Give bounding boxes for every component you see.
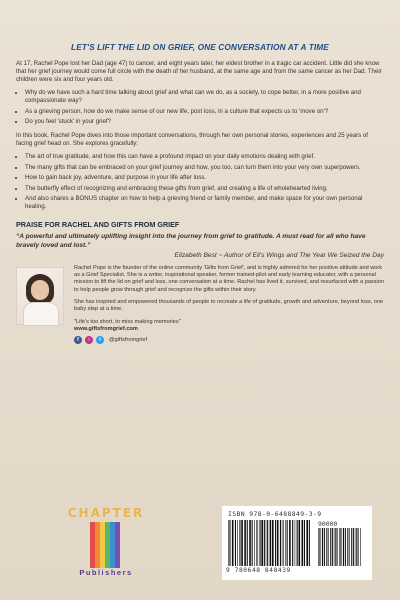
explores-item: • And also shares a BONUS chapter on how to help a grieving friend or family member, and make space for your own personal healing. — [25, 195, 384, 211]
intro-paragraph: At 17, Rachel Pope lost her Dad (age 47) to cancer, and eight years later, her eldest brother in a tragic car accident. Little did she know that her grief journey would come full circle with the death of her husband, at the same age and from the same cancer as her Dad. Their children were six and four years old. — [16, 60, 382, 84]
explores-item: • How to gain back joy, adventure, and purpose in your life after loss. — [25, 174, 384, 182]
ean-digits: 9 780648 848439 — [226, 567, 291, 574]
book-intro-paragraph: In this book, Rachel Pope dives into those important conversations, through her own personal stories, experiences and 25 years of facing grief head on. She explores gracefully: — [16, 132, 368, 148]
author-photo — [16, 267, 64, 325]
praise-heading: PRAISE FOR RACHEL AND GIFTS FROM GRIEF — [16, 220, 180, 230]
isbn-number: ISBN 978-0-6488849-3-9 — [228, 510, 322, 518]
bio-paragraph: She has inspired and empowered thousands of people to recreate a life of gratitude, growth and adventure, beyond loss, one baby step at a time. — [74, 299, 384, 313]
barcode-main — [228, 520, 312, 566]
website-link[interactable]: www.giftsfromgrief.com — [74, 325, 138, 332]
social-links — [74, 336, 384, 344]
publisher-subtitle: Publishers — [79, 568, 133, 577]
explores-item: • The many gifts that can be embraced on your grief journey and how, you too, can turn them into your very own superpowers. — [25, 164, 384, 172]
back-cover — [16, 30, 384, 344]
questions-list — [16, 89, 384, 126]
publisher-logo-bars — [90, 522, 120, 568]
tagline: "Life's too short, to miss making memories" — [74, 318, 181, 325]
author-bio-section — [16, 265, 384, 344]
question-item: • Why do we have such a hard time talking about grief and what can we do, as a society, to cope better, in a more positive and compassionate way? — [25, 89, 384, 105]
price-code: 90000 — [318, 520, 338, 528]
barcode-addon — [318, 528, 362, 566]
publisher-logo — [60, 506, 152, 586]
explores-item: • The butterfly effect of recognizing and embracing these gifts from grief, and creating a life of wholehearted living. — [25, 185, 384, 193]
facebook-icon[interactable]: f — [74, 336, 82, 344]
logo-color-bar — [115, 522, 120, 568]
quote-attribution: Elizabeth Best ~ Author of Eli's Wings and The Year We Seized the Day — [174, 251, 384, 259]
isbn-barcode-box — [222, 506, 372, 580]
explores-list — [16, 153, 384, 211]
question-item: • Do you feel 'stuck' in your grief? — [25, 118, 384, 126]
instagram-icon[interactable]: ○ — [85, 336, 93, 344]
explores-item: • The art of true gratitude, and how this can have a profound impact on your daily emotions dealing with grief. — [25, 153, 384, 161]
bio-paragraph: Rachel Pope is the founder of the online community 'Gifts from Grief', and is highly admired for her positive attitude and work as a Grief Specialist. She is a writer, inspirational speaker, former trained-pilot and early learning educator, with a personal mission to lift the lid on grief and loss, one conversation at a time. Rachel has lived it, survived, and resurfaced with a passion to help people grow through grief and recognize the gifts within their story. — [74, 264, 384, 293]
publisher-name: CHAPTER — [67, 506, 145, 520]
social-handle: @giftsfromgrief — [109, 336, 148, 343]
headline: LET'S LIFT THE LID ON GRIEF, ONE CONVERSATION AT A TIME — [71, 42, 329, 52]
praise-quote: “A powerful and ultimately uplifting insight into the journey from grief to gratitude. A must read for all who have bravely loved and lost.” — [16, 233, 366, 250]
twitter-icon[interactable]: t — [96, 336, 104, 344]
author-bio — [74, 265, 384, 344]
question-item: • As a grieving person, how do we make sense of our new life, post loss, in a culture that expects us to 'move on'? — [25, 108, 384, 116]
